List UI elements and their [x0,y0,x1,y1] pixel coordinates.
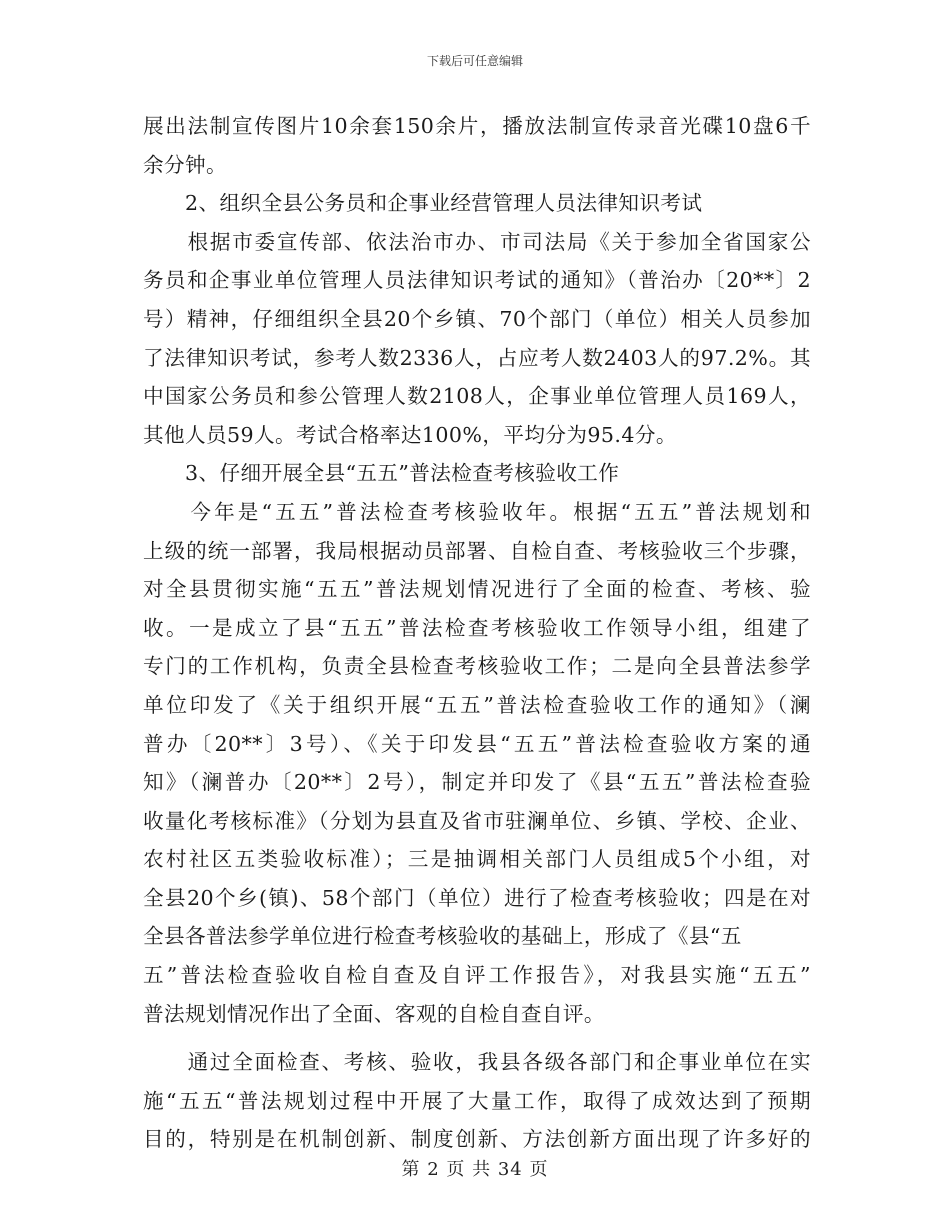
text-line: 全县各普法参学单位进行检查考核验收的基础上，形成了《县“五 [143,924,742,949]
text-line: 务员和企事业单位管理人员法律知识考试的通知》（普治办〔20**〕2 [143,268,811,293]
paragraph-gap [143,1033,811,1043]
text-line: 中国家公务员和参公管理人数2108人，企事业单位管理人员169人， [143,384,811,409]
text-line: 单位印发了《关于组织开展“五五”普法检查验收工作的通知》（澜 [143,692,811,717]
text-line: 专门的工作机构，负责全县检查考核验收工作；二是向全县普法参学 [143,654,811,679]
text-line: 收。一是成立了县“五五”普法检查考核验收工作领导小组，组建了 [143,615,811,640]
document-body [143,107,811,1159]
text-line: 收量化考核标准》（分划为县直及省市驻澜单位、乡镇、学校、企业、 [143,808,811,833]
text-line: 展出法制宣传图片10余套150余片，播放法制宣传录音光碟10盘6千 [143,114,811,138]
page-header: 下载后可任意编辑 [426,54,523,68]
text-line: 五”普法检查验收自检自查及自评工作报告》，对我县实施“五五” [143,963,811,988]
page-footer: 第 2 页 共 34 页 [401,1159,549,1180]
text-line: 对全县贯彻实施“五五”普法规划情况进行了全面的检查、考核、验 [143,577,811,602]
section-heading: 3、仔细开展全县“五五”普法检查考核验收工作 [143,461,620,486]
text-line: 余分钟。 [143,152,227,177]
text-line: 根据市委宣传部、依法治市办、市司法局《关于参加全省国家公 [143,229,811,254]
text-line: 农村社区五类验收标准）；三是抽调相关部门人员组成5个小组，对 [143,847,811,872]
text-line: 通过全面检查、考核、验收，我县各级各部门和企事业单位在实 [143,1050,811,1075]
text-line: 施“五五“普法规划过程中开展了大量工作，取得了成效达到了预期 [143,1088,811,1113]
text-line: 号）精神，仔细组织全县20个乡镇、70个部门（单位）相关人员参加 [143,306,811,331]
text-line: 今年是“五五”普法检查考核验收年。根据“五五”普法规划和 [143,499,811,524]
section-heading: 2、组织全县公务员和企事业经营管理人员法律知识考试 [143,191,703,216]
text-line: 上级的统一部署，我局根据动员部署、自检自查、考核验收三个步骤， [143,538,811,563]
text-line: 普办〔20**〕3号）、《关于印发县“五五”普法检查验收方案的通 [143,731,811,756]
text-line: 知》（澜普办〔20**〕2号），制定并印发了《县“五五”普法检查验 [143,770,811,795]
text-line: 了法律知识考试，参考人数2336人，占应考人数2403人的97.2%。其 [143,345,811,370]
text-line: 全县20个乡(镇)、58个部门（单位）进行了检查考核验收；四是在对 [143,885,811,910]
text-line: 其他人员59人。考试合格率达100%，平均分为95.4分。 [143,422,677,447]
text-line: 目的，特别是在机制创新、制度创新、方法创新方面出现了许多好的 [143,1127,811,1152]
text-line: 普法规划情况作出了全面、客观的自检自查自评。 [143,1001,605,1026]
